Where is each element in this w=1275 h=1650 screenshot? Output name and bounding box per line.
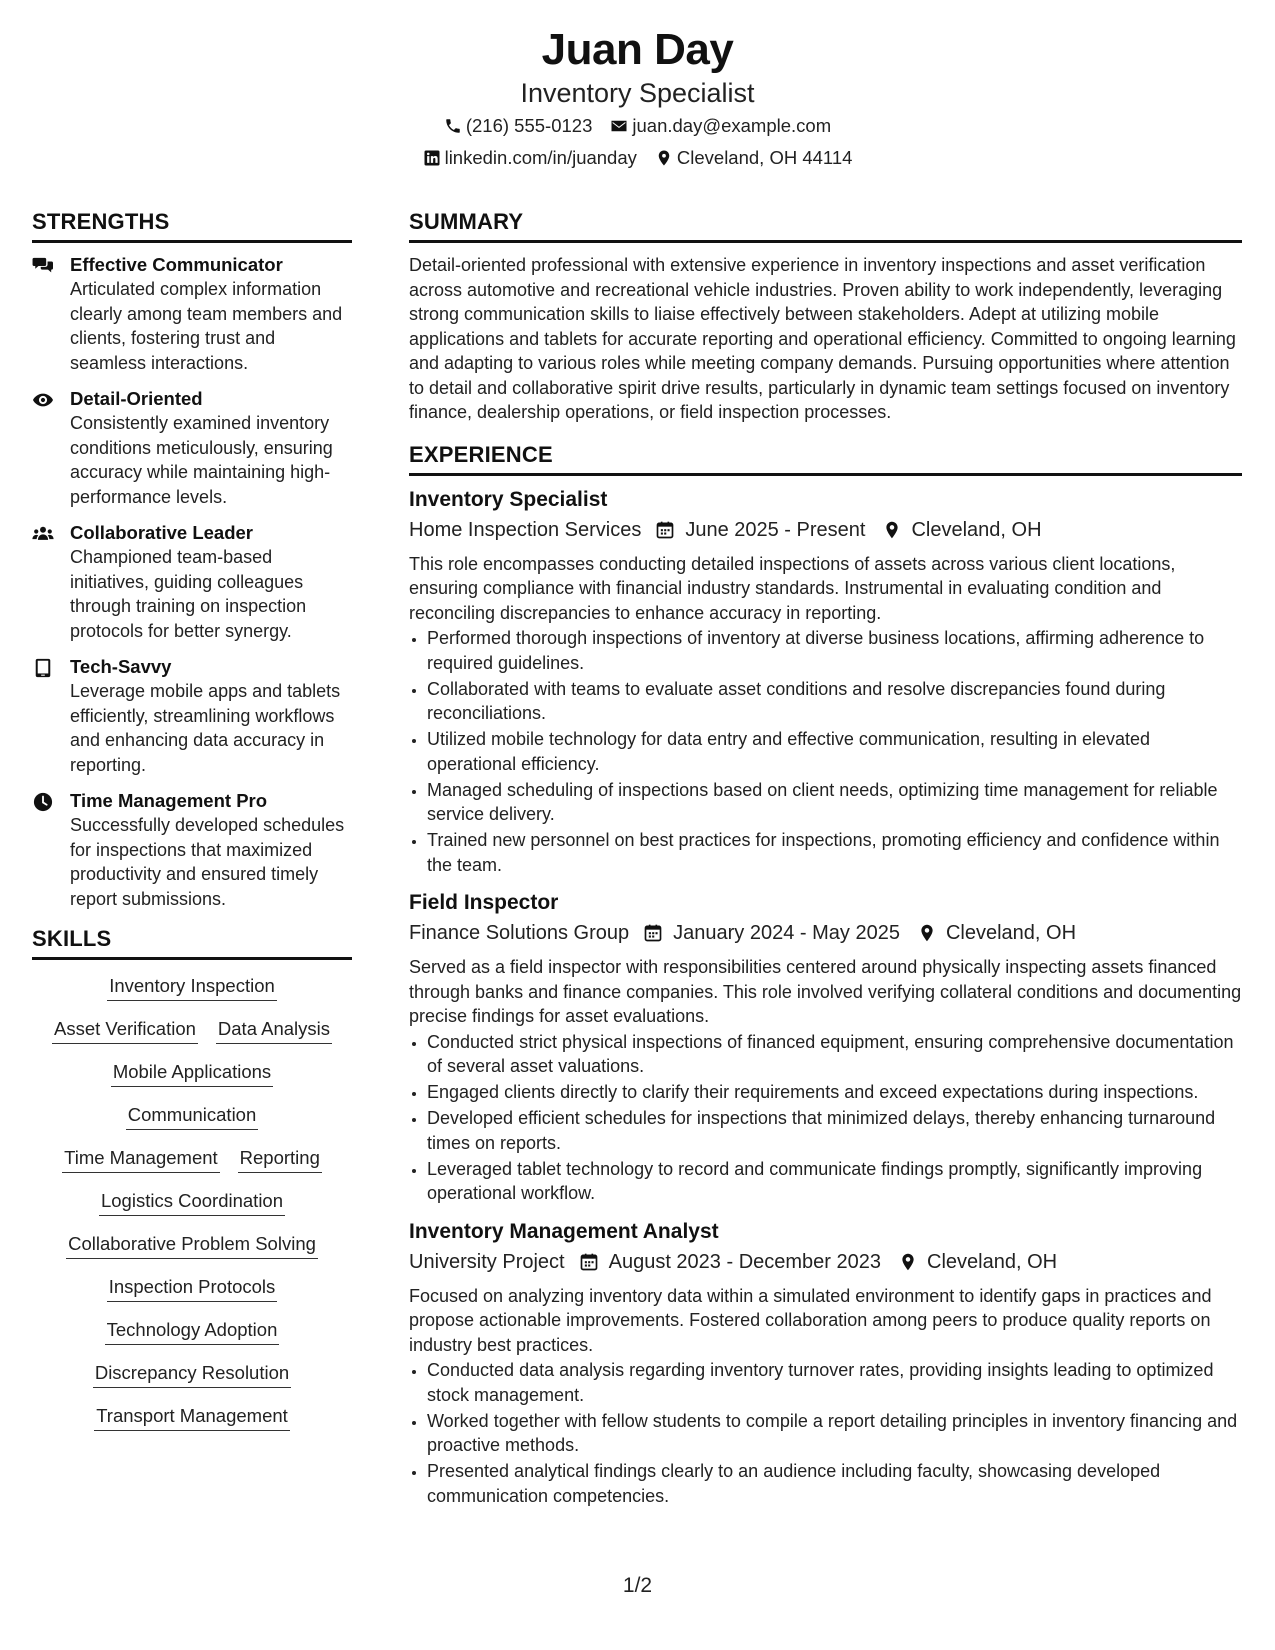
job-bullet: • Conducted strict physical inspections of financed equipment, ensuring comprehensive documentation of several asset valuations. <box>427 1030 1242 1079</box>
strength-body <box>70 655 352 777</box>
skill-tag: Data Analysis <box>216 1017 332 1044</box>
job-entry <box>409 486 1242 878</box>
job-bullet: • Worked together with fellow students to compile a report detailing principles in inventory financing and proactive methods. <box>427 1409 1242 1458</box>
candidate-title: Inventory Specialist <box>520 78 755 108</box>
job-dates: June 2025 - Present <box>685 518 866 541</box>
resume-header <box>0 22 1275 174</box>
strength-title: Tech-Savvy <box>70 656 172 677</box>
job-description: Focused on analyzing inventory data within a simulated environment to identify gaps in practices and propose actionable improvements. Fostered collaboration among peers to produce quality reports on industry best practices. <box>409 1285 1212 1355</box>
jobs-list <box>409 486 1242 1509</box>
skill-row <box>32 1103 352 1130</box>
calendar-icon <box>643 923 663 943</box>
skill-row <box>32 1318 352 1345</box>
strength-desc: Consistently examined inventory conditions meticulously, ensuring accuracy while maintaining high-performance levels. <box>70 413 333 507</box>
linkedin-icon <box>423 149 441 167</box>
skill-tag: Reporting <box>238 1146 322 1173</box>
skill-row <box>32 1189 352 1216</box>
job-bullet: • Developed efficient schedules for inspections that minimized delays, thereby enhancing turnaround times on reports. <box>427 1106 1242 1155</box>
strength-desc: Championed team-based initiatives, guiding colleagues through training on inspection protocols for better synergy. <box>70 547 307 641</box>
clock-icon <box>32 789 70 911</box>
job-company: University Project <box>409 1250 565 1273</box>
strength-desc: Leverage mobile apps and tablets efficiently, streamlining workflows and enhancing data accuracy in reporting. <box>70 681 341 775</box>
skill-row <box>32 1404 352 1431</box>
candidate-name: Juan Day <box>541 25 734 74</box>
job-description: This role encompasses conducting detailed inspections of assets across various client locations, ensuring compliance with financial industry standards. Instrumental in evaluating condition and reconciling discrepancies to enhance accuracy in reporting. <box>409 553 1176 623</box>
strength-body <box>70 253 352 375</box>
tablet-icon <box>32 655 70 777</box>
job-bullet: • Managed scheduling of inspections based on client needs, optimizing time management for reliable service delivery. <box>427 778 1242 827</box>
job-location: Cleveland, OH <box>911 518 1042 541</box>
strength-item <box>32 655 352 777</box>
skill-tag: Inspection Protocols <box>107 1275 278 1302</box>
skill-tag: Time Management <box>62 1146 220 1173</box>
job-title: Inventory Management Analyst <box>409 1219 719 1243</box>
email-text[interactable]: juan.day@example.com <box>632 115 832 136</box>
skill-tag: Discrepancy Resolution <box>93 1361 291 1388</box>
strength-title: Effective Communicator <box>70 254 283 275</box>
skill-tag: Collaborative Problem Solving <box>66 1232 318 1259</box>
job-meta <box>409 1246 1242 1278</box>
location-contact <box>655 142 853 174</box>
envelope-icon <box>610 117 628 135</box>
location-text: Cleveland, OH 44114 <box>676 147 853 168</box>
skill-row <box>32 1017 352 1044</box>
linkedin-text[interactable]: linkedin.com/in/juanday <box>444 147 637 168</box>
skill-tag: Communication <box>126 1103 259 1130</box>
strength-desc: Articulated complex information clearly among team members and clients, fostering trust and seamless interactions. <box>70 279 343 373</box>
job-bullet: • Leveraged tablet technology to record and communicate findings promptly, significantly improving operational workflow. <box>427 1157 1242 1206</box>
job-bullet: • Engaged clients directly to clarify their requirements and exceed expectations during inspections. <box>427 1080 1242 1105</box>
job-company: Finance Solutions Group <box>409 922 630 944</box>
phone-text: (216) 555-0123 <box>465 115 593 136</box>
experience-heading: EXPERIENCE <box>409 441 1242 476</box>
job-bullet: • Presented analytical findings clearly to an audience including faculty, showcasing developed communication competencies. <box>427 1459 1242 1508</box>
job-entry <box>409 1218 1242 1509</box>
strength-item <box>32 253 352 375</box>
job-bullets <box>409 626 1242 877</box>
skill-tag: Inventory Inspection <box>107 974 277 1001</box>
job-entry <box>409 889 1242 1206</box>
map-pin-icon <box>899 1252 917 1272</box>
strength-title: Detail-Oriented <box>70 388 203 409</box>
linkedin-contact[interactable] <box>423 142 637 174</box>
skill-row <box>32 1146 352 1173</box>
strength-body <box>70 521 352 643</box>
job-company: Home Inspection Services <box>409 518 642 541</box>
contact-line-1 <box>0 110 1275 142</box>
strengths-list <box>32 253 352 911</box>
skill-tag: Mobile Applications <box>111 1060 273 1087</box>
job-location: Cleveland, OH <box>927 1250 1058 1273</box>
job-bullet: • Performed thorough inspections of inventory at diverse business locations, affirming adherence to required guidelines. <box>427 626 1242 675</box>
skills-list <box>32 970 352 1431</box>
strength-desc: Successfully developed schedules for inspections that maximized productivity and ensured timely report submissions. <box>70 815 345 909</box>
skill-tag: Asset Verification <box>52 1017 198 1044</box>
strength-body <box>70 387 352 509</box>
contact-line-2 <box>0 142 1275 174</box>
job-meta <box>409 917 1242 949</box>
right-column <box>409 208 1242 1520</box>
job-bullets <box>409 1030 1242 1206</box>
strength-title: Collaborative Leader <box>70 522 254 543</box>
email-contact[interactable] <box>610 110 831 142</box>
job-bullet: • Conducted data analysis regarding inventory turnover rates, providing insights leading to optimized stock management. <box>427 1358 1242 1407</box>
job-dates: January 2024 - May 2025 <box>673 922 900 944</box>
strength-item <box>32 387 352 509</box>
strength-item <box>32 789 352 911</box>
phone-icon <box>444 117 462 135</box>
calendar-icon <box>655 520 675 540</box>
job-bullet: • Trained new personnel on best practices for inspections, promoting efficiency and confidence within the team. <box>427 828 1242 877</box>
skill-row <box>32 974 352 1001</box>
skill-row <box>32 1060 352 1087</box>
phone-contact <box>444 110 593 142</box>
strength-title: Time Management Pro <box>70 790 268 811</box>
strengths-heading: STRENGTHS <box>32 208 352 243</box>
summary-text: Detail-oriented professional with extensive experience in inventory inspections and asset verification across automotive and recreational vehicle industries. Proven ability to work independently, leveraging strong communication skills to liaise effectively between stakeholders. Adept at utilizing mobile applications and tablets for accurate reporting and operational efficiency. Committed to ongoing learning and adapting to various roles while meeting company demands. Pursuing opportunities where attention to detail and collaborative spirit drive results, particularly in dynamic team settings focused on inventory finance, dealership operations, or field inspection processes. <box>409 255 1236 422</box>
map-pin-icon <box>883 520 901 540</box>
strength-body <box>70 789 352 911</box>
map-pin-icon <box>918 923 936 943</box>
skill-row <box>32 1232 352 1259</box>
job-title: Inventory Specialist <box>409 487 608 511</box>
job-bullet: • Collaborated with teams to evaluate asset conditions and resolve discrepancies found during reconciliations. <box>427 677 1242 726</box>
job-title: Field Inspector <box>409 891 559 914</box>
job-description: Served as a field inspector with responsibilities centered around physically inspecting assets financed through banks and finance companies. This role involved verifying collateral conditions and documenting precise findings for asset evaluations. <box>409 957 1242 1026</box>
eye-icon <box>32 387 70 509</box>
job-dates: August 2023 - December 2023 <box>608 1250 882 1273</box>
skill-tag: Technology Adoption <box>105 1318 280 1345</box>
job-meta <box>409 514 1242 546</box>
skills-heading: SKILLS <box>32 925 352 960</box>
skill-tag: Transport Management <box>94 1404 290 1431</box>
comments-icon <box>32 253 70 375</box>
left-column <box>32 208 352 1447</box>
skill-row <box>32 1361 352 1388</box>
skill-tag: Logistics Coordination <box>99 1189 285 1216</box>
job-bullets <box>409 1358 1242 1508</box>
job-bullet: • Utilized mobile technology for data entry and effective communication, resulting in elevated operational efficiency. <box>427 727 1242 776</box>
skill-row <box>32 1275 352 1302</box>
users-icon <box>32 521 70 643</box>
summary-heading: SUMMARY <box>409 208 1242 243</box>
calendar-icon <box>579 1252 599 1272</box>
strength-item <box>32 521 352 643</box>
job-location: Cleveland, OH <box>945 922 1077 944</box>
map-pin-icon <box>655 149 673 167</box>
page-number: 1/2 <box>622 1574 653 1597</box>
